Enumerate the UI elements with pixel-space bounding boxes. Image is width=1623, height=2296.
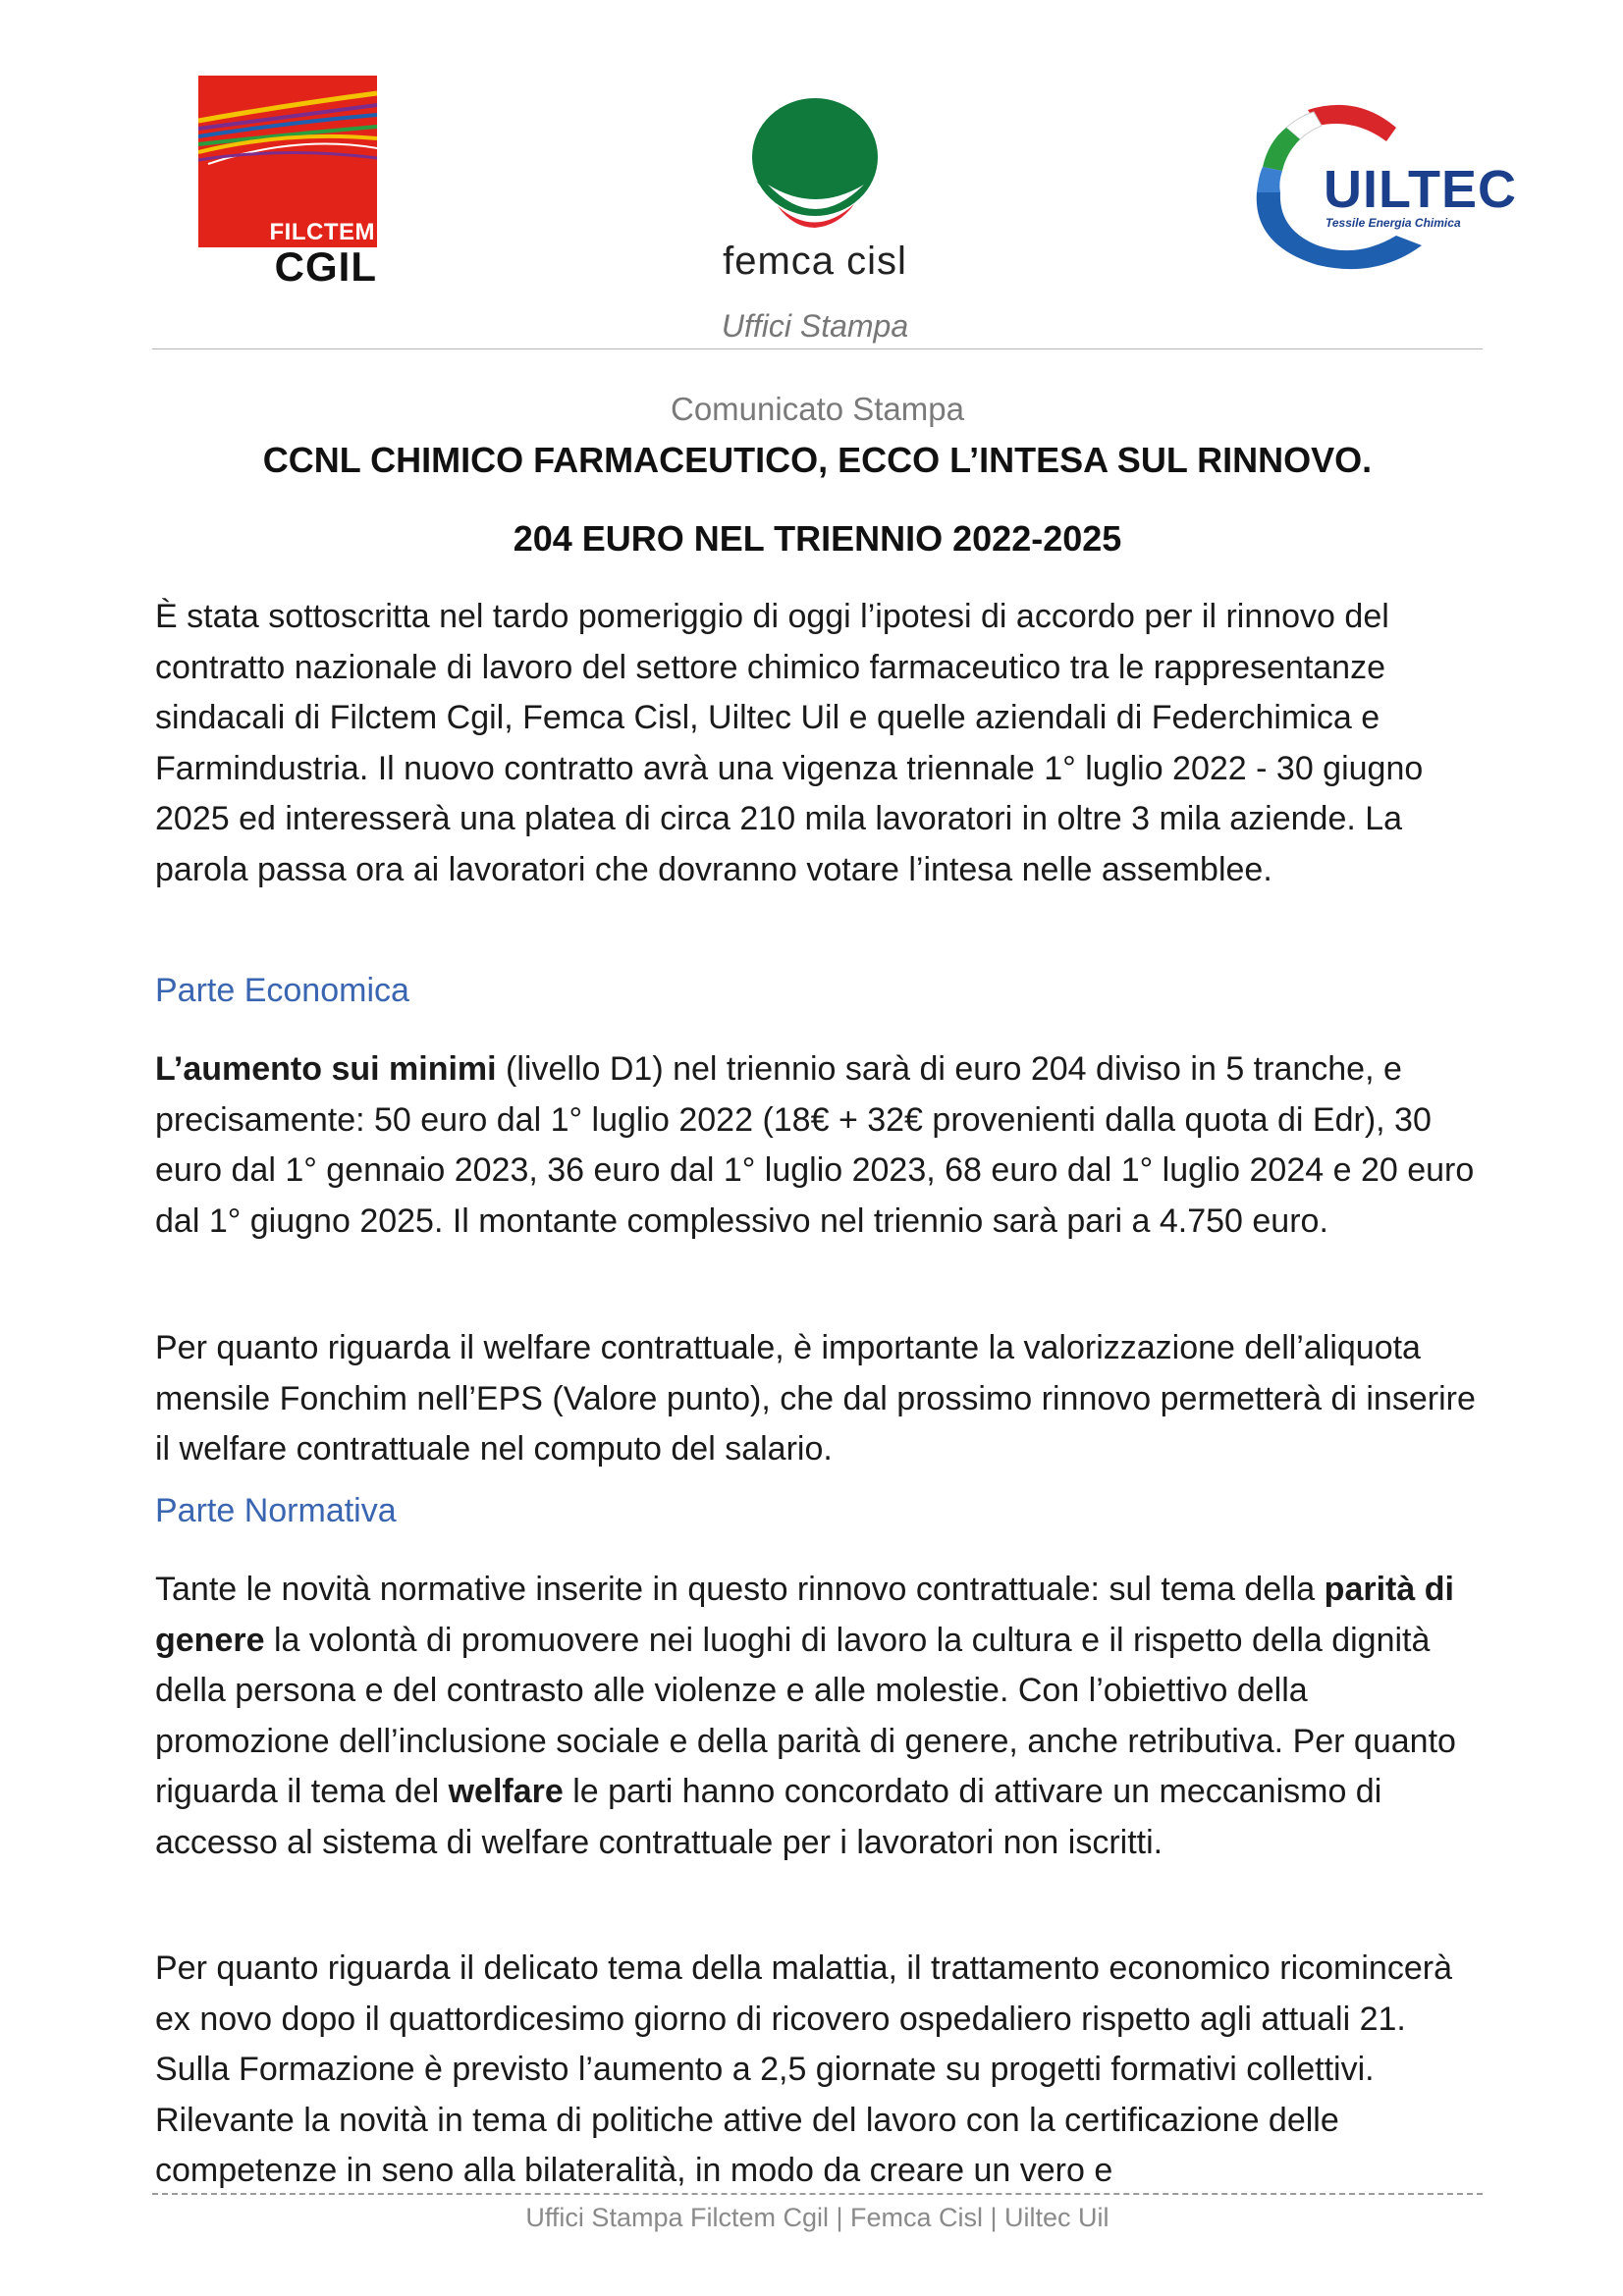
femca-mark-graphic (750, 96, 880, 234)
normative-bold-welfare: welfare (448, 1773, 564, 1811)
economic-bold-phrase: L’aumento sui minimi (155, 1050, 497, 1088)
welfare-paragraph: Per quanto riguarda il welfare contrattuale, è importante la valorizzazione dell’aliquota mensile Fonchim nell’EPS (Valore punto), che dal prossimo rinnovo permetterà di inserire il welfare contrattuale nel computo del salario. (155, 1329, 1476, 1468)
section-heading-economic: Parte Economica (155, 972, 409, 1009)
section-heading-normative: Parte Normativa (155, 1492, 397, 1529)
normative-text-b: la volontà di promuovere nei luoghi di lavoro la cultura e il rispetto della dignità della persona e del contrasto alle violenze e alle molestie. Con l’obiettivo della promozione dell’inclusione sociale e della parità di genere, anche retributiva. Per quanto riguarda il tema del (155, 1621, 1456, 1811)
filctem-cgil-logo (198, 76, 377, 292)
document-title-line2: 204 EURO NEL TRIENNIO 2022-2025 (513, 518, 1122, 559)
normative-text-a: Tante le novità normative inserite in questo rinnovo contrattuale: sul tema della (155, 1571, 1325, 1608)
uiltec-text: UILTEC (1324, 160, 1517, 219)
normative-bold-gender: parità di genere (155, 1571, 1454, 1659)
intro-paragraph: È stata sottoscritta nel tardo pomeriggio di oggi l’ipotesi di accordo per il rinnovo del contratto nazionale di lavoro del settore chimico farmaceutico tra le rappresentanze sindacali di Filctem Cgil, Femca Cisl, Uiltec Uil e quelle aziendali di Federchimica e Farmindustria. Il nuovo contratto avrà una vigenza triennale 1° luglio 2022 - 30 giugno 2025 ed interesserà una platea di circa 210 mila lavoratori in oltre 3 mila aziende. La parola passa ora ai lavoratori che dovranno votare l’intesa nelle assemblee. (155, 598, 1424, 888)
footer-divider (152, 2193, 1483, 2195)
cgil-text: CGIL (274, 243, 377, 290)
uiltec-logo (1249, 98, 1524, 275)
femca-cisl-text: femca cisl (723, 240, 907, 283)
uffici-stampa-text: Uffici Stampa (721, 308, 909, 344)
header-divider (152, 348, 1483, 349)
filctem-red-box (198, 76, 377, 247)
normative-text-c: le parti hanno concordato di attivare un meccanismo di accesso al sistema di welfare contrattuale per i lavoratori non iscritti. (155, 1773, 1382, 1861)
filctem-text: FILCTEM (269, 219, 375, 245)
normative-paragraph (155, 1565, 1483, 1869)
document-title-line1: CCNL CHIMICO FARMACEUTICO, ECCO L’INTESA SUL RINNOVO. (262, 440, 1373, 480)
illness-paragraph: Per quanto riguarda il delicato tema della malattia, il trattamento economico ricomincerà ex novo dopo il quattordicesimo giorno di ricovero ospedaliero rispetto agli attuali 21. Sulla Formazione è previsto l’aumento a 2,5 giornate su progetti formativi collettivi. Rilevante la novità in tema di politiche attive del lavoro con la certificazione delle competenze in seno alla bilateralità, in modo da creare un vero e (155, 1949, 1452, 2190)
femca-cisl-logo (707, 96, 923, 342)
document-kicker: Comunicato Stampa (671, 391, 964, 427)
page-footer: Uffici Stampa Filctem Cgil | Femca Cisl | Uiltec Uil (525, 2203, 1109, 2232)
uiltec-tagline: Tessile Energia Chimica (1325, 216, 1461, 230)
economic-text: (livello D1) nel triennio sarà di euro 204 diviso in 5 tranche, e precisamente: 50 euro dal 1° luglio 2022 (18€ + 32€ provenienti dalla quota di Edr), 30 euro dal 1° gennaio 2023, 36 euro dal 1° luglio 2023, 68 euro dal 1° luglio 2024 e 20 euro dal 1° giugno 2025. Il montante complessivo nel triennio sarà pari a 4.750 euro. (155, 1050, 1475, 1240)
economic-paragraph (155, 1044, 1483, 1247)
